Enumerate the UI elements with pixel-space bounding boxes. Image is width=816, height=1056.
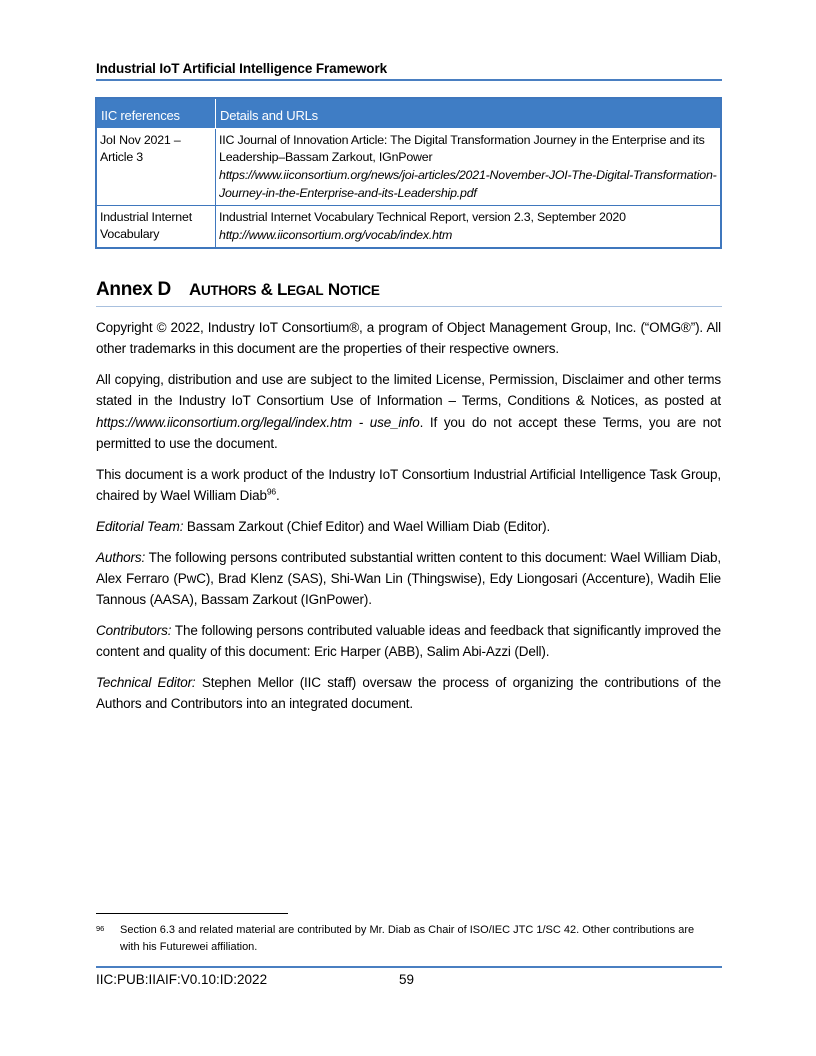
annex-divider xyxy=(96,306,722,307)
running-header-title: Industrial IoT Artificial Intelligence Framework xyxy=(96,61,388,76)
footnote-reference[interactable]: 96 xyxy=(266,486,277,497)
details-url-link[interactable]: http://www.iiconsortium.org/vocab/index.htm xyxy=(219,228,453,242)
legal-url-link[interactable]: https://www.iiconsortium.org/legal/index.htm - use_info xyxy=(96,414,420,430)
cell-reference: Industrial Internet Vocabulary xyxy=(96,206,216,249)
footnote-text: Section 6.3 and related material are contributed by Mr. Diab as Chair of ISO/IEC JTC 1/SC 42. Other contributions are with his Futurewei affiliation. xyxy=(120,924,695,953)
details-text: IIC Journal of Innovation Article: The Digital Transformation Journey in the Enterprise and its Leadership–Bassam Zarkout, IGnPower xyxy=(219,133,705,164)
technical-editor-paragraph: Technical Editor: Stephen Mellor (IIC staff) oversaw the process of organizing the contributions of the Authors and Contributors into an integrated document. xyxy=(96,675,721,712)
column-header-details: Details and URLs xyxy=(216,98,722,129)
header-divider xyxy=(96,79,722,81)
authors-label: Authors: xyxy=(96,549,146,565)
annex-heading xyxy=(96,279,722,301)
cell-reference: JoI Nov 2021 – Article 3 xyxy=(96,129,216,206)
copyright-paragraph: Copyright © 2022, Industry IoT Consortium®, a program of Object Management Group, Inc. (“OMG®”). All other trademarks in this document are the properties of their respective owners. xyxy=(96,320,721,357)
work-product-paragraph: This document is a work product of the Industry IoT Consortium Industrial Artificial Intelligence Task Group, chaired by Wael William Diab$^{96}$. xyxy=(96,466,721,504)
table-row xyxy=(96,206,721,249)
editorial-team-paragraph: Editorial Team: Bassam Zarkout (Chief Editor) and Wael William Diab (Editor). xyxy=(96,518,551,534)
editorial-label: Editorial Team: xyxy=(96,518,184,534)
technical-editor-label: Technical Editor: xyxy=(96,675,196,691)
footer-page-number: 59 xyxy=(399,972,415,987)
footer-divider xyxy=(96,966,722,968)
table-row xyxy=(96,129,721,206)
details-text: Industrial Internet Vocabulary Technical Report, version 2.3, September 2020 xyxy=(219,210,626,224)
annex-title: AUTHORS & LEGAL NOTICE xyxy=(188,280,380,299)
footer-document-id: IIC:PUB:IIAIF:V0.10:ID:2022 xyxy=(96,972,268,987)
body-text xyxy=(96,317,721,724)
details-url-link[interactable]: https://www.iiconsortium.org/news/joi-articles/2021-November-JOI-The-Digital-Transformation-Journey-in-the-Enterprise-and-its-Leadership.pdf xyxy=(219,168,717,200)
annex-label: Annex D xyxy=(96,279,171,300)
cell-details xyxy=(216,129,722,206)
terms-paragraph: All copying, distribution and use are subject to the limited License, Permission, Disclaimer and other terms stated in the Industry IoT Consortium Use of Information – Terms, Conditions & Notices, as posted at https://www.iiconsortium.org/legal/index.htm - use_info. If you do not accept these Terms, you are not permitted to use the document. xyxy=(96,372,721,451)
footnote xyxy=(96,922,696,956)
footnote-number: 96 xyxy=(96,924,105,933)
contributors-paragraph: Contributors: The following persons contributed valuable ideas and feedback that significantly improved the content and quality of this document: Eric Harper (ABB), Salim Abi-Azzi (Dell). xyxy=(96,623,721,660)
column-header-references: IIC references xyxy=(96,98,216,129)
authors-paragraph: Authors: The following persons contributed substantial written content to this document: Wael William Diab, Alex Ferraro (PwC), Brad Klenz (SAS), Shi-Wan Lin (Thingswise), Edy Liongosari (Accenture), Wadih Elie Tannous (AASA), Bassam Zarkout (IGnPower). xyxy=(96,549,721,608)
footnote-separator xyxy=(96,913,288,914)
table-header-row xyxy=(96,98,721,129)
contributors-label: Contributors: xyxy=(96,623,172,639)
cell-details xyxy=(216,206,722,249)
references-table xyxy=(95,97,722,249)
